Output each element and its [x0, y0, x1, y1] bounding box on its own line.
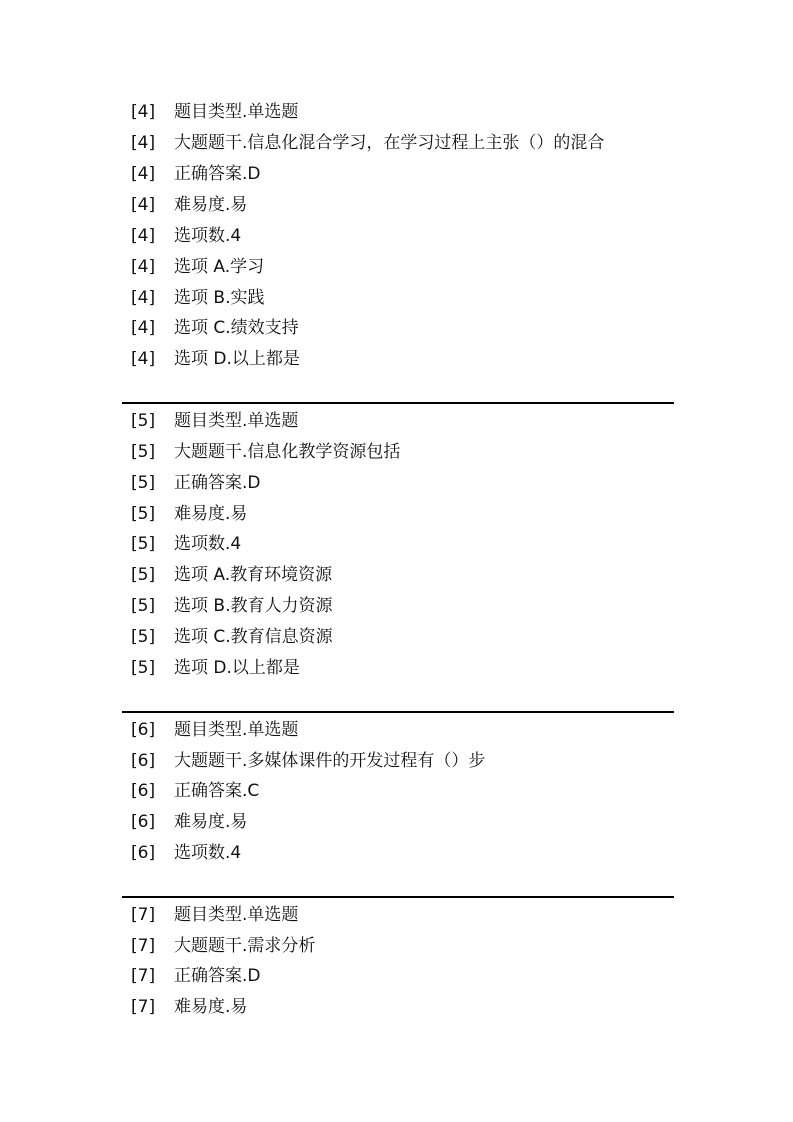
- question-number: [4]: [131, 349, 156, 369]
- question-line: [131, 563, 332, 587]
- question-number: [7]: [131, 997, 156, 1017]
- option-a: 选项 A.学习: [174, 257, 265, 277]
- question-line: [131, 749, 485, 773]
- option-count: 选项数.4: [174, 534, 242, 554]
- question-line: [131, 255, 264, 279]
- option-d: 选项 D.以上都是: [174, 349, 300, 369]
- question-type: 题目类型.单选题: [174, 411, 299, 431]
- question-number: [6]: [131, 720, 156, 740]
- question-line: [131, 934, 315, 958]
- option-count: 选项数.4: [174, 226, 242, 246]
- question-number: [5]: [131, 442, 156, 462]
- question-line: [131, 471, 261, 495]
- question-number: [4]: [131, 195, 156, 215]
- question-line: [131, 347, 300, 371]
- question-line: [131, 718, 298, 742]
- question-stem: 大题题干.需求分析: [174, 936, 316, 956]
- correct-answer: 正确答案.D: [174, 966, 261, 986]
- option-c: 选项 C.绩效支持: [174, 318, 299, 338]
- question-line: [131, 841, 241, 865]
- question-number: [4]: [131, 226, 156, 246]
- question-line: [131, 193, 247, 217]
- question-number: [4]: [131, 164, 156, 184]
- difficulty: 难易度.易: [174, 504, 248, 524]
- question-type: 题目类型.单选题: [174, 720, 299, 740]
- question-number: [4]: [131, 318, 156, 338]
- correct-answer: 正确答案.C: [174, 781, 260, 801]
- option-c: 选项 C.教育信息资源: [174, 627, 333, 647]
- question-line: [131, 502, 247, 526]
- question-line: [131, 625, 333, 649]
- question-number: [7]: [131, 936, 156, 956]
- question-stem: 大题题干.信息化混合学习，在学习过程上主张（）的混合: [174, 133, 605, 153]
- option-b: 选项 B.教育人力资源: [174, 596, 333, 616]
- question-line: [131, 440, 400, 464]
- question-line: [131, 131, 604, 155]
- question-number: [5]: [131, 596, 156, 616]
- question-line: [131, 594, 332, 618]
- question-line: [131, 656, 300, 680]
- question-line: [131, 810, 247, 834]
- correct-answer: 正确答案.D: [174, 164, 261, 184]
- question-line: [131, 779, 259, 803]
- option-a: 选项 A.教育环境资源: [174, 565, 333, 585]
- question-number: [5]: [131, 565, 156, 585]
- section-divider: [122, 402, 674, 404]
- question-number: [5]: [131, 534, 156, 554]
- question-line: [131, 224, 241, 248]
- question-number: [4]: [131, 257, 156, 277]
- question-number: [4]: [131, 102, 156, 122]
- question-line: [131, 316, 299, 340]
- question-number: [6]: [131, 812, 156, 832]
- question-number: [4]: [131, 133, 156, 153]
- question-number: [5]: [131, 411, 156, 431]
- question-number: [5]: [131, 504, 156, 524]
- section-divider: [122, 711, 674, 713]
- question-line: [131, 903, 298, 927]
- question-number: [7]: [131, 905, 156, 925]
- question-number: [5]: [131, 473, 156, 493]
- question-number: [6]: [131, 751, 156, 771]
- question-line: [131, 409, 298, 433]
- difficulty: 难易度.易: [174, 997, 248, 1017]
- question-line: [131, 286, 264, 310]
- question-line: [131, 100, 298, 124]
- question-number: [6]: [131, 781, 156, 801]
- section-divider: [122, 896, 674, 898]
- question-line: [131, 162, 261, 186]
- difficulty: 难易度.易: [174, 812, 248, 832]
- question-number: [5]: [131, 658, 156, 678]
- question-line: [131, 995, 247, 1019]
- question-number: [6]: [131, 843, 156, 863]
- question-type: 题目类型.单选题: [174, 905, 299, 925]
- question-number: [4]: [131, 288, 156, 308]
- question-type: 题目类型.单选题: [174, 102, 299, 122]
- question-line: [131, 532, 241, 556]
- option-b: 选项 B.实践: [174, 288, 265, 308]
- correct-answer: 正确答案.D: [174, 473, 261, 493]
- option-count: 选项数.4: [174, 843, 242, 863]
- question-stem: 大题题干.多媒体课件的开发过程有（）步: [174, 751, 486, 771]
- question-stem: 大题题干.信息化教学资源包括: [174, 442, 401, 462]
- question-number: [5]: [131, 627, 156, 647]
- question-number: [7]: [131, 966, 156, 986]
- difficulty: 难易度.易: [174, 195, 248, 215]
- question-line: [131, 964, 261, 988]
- option-d: 选项 D.以上都是: [174, 658, 300, 678]
